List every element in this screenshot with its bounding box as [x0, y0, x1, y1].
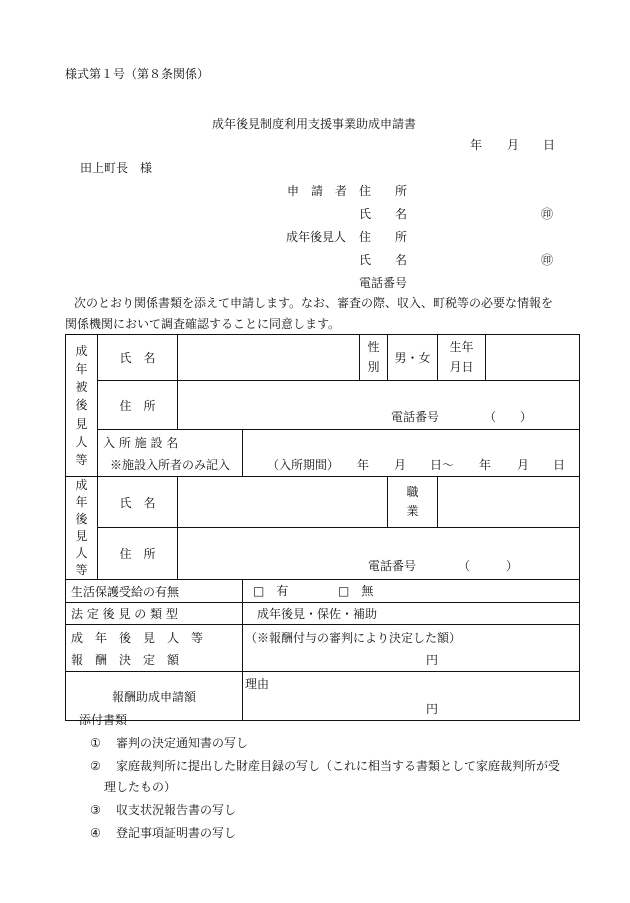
- subsidy-reason-label: 理由: [245, 677, 270, 692]
- seal-mark: ㊞: [541, 207, 554, 221]
- welfare-options[interactable]: [243, 580, 580, 603]
- fee-decided-label-2: 報 酬 決 定 額: [71, 653, 180, 668]
- attachment-2-text: 家庭裁判所に提出した財産目録の写し（これに相当する書類として家庭裁判所が受: [116, 759, 561, 773]
- applicant-label: 申 請 者: [287, 184, 348, 198]
- statement-line-2: 関係機関において調査確認することに同意します。: [65, 317, 341, 331]
- ward-phone-label: 電話番号: [391, 410, 440, 424]
- subsidy-yen: 円: [426, 702, 439, 717]
- fee-decided-label-1: 成 年 後 見 人 等: [71, 631, 204, 646]
- guardianship-type-label: 法 定 後 見 の 類 型: [66, 603, 243, 625]
- period-year-2: 年: [479, 458, 492, 472]
- subsidy-amount-field[interactable]: [243, 672, 580, 721]
- ward-address-field[interactable]: [178, 381, 580, 430]
- subsidy-amount-label: 報酬助成申請額: [66, 672, 243, 721]
- guardian-label: 成年後見人: [286, 230, 347, 244]
- period-month-2: 月: [517, 458, 530, 472]
- addressee: 田上町長 様: [80, 161, 153, 175]
- attachment-2-number: ②: [90, 759, 101, 773]
- phone-label: 電話番号: [359, 276, 408, 290]
- period-day-1: 日～: [430, 458, 455, 472]
- attachment-4-number: ④: [90, 826, 101, 840]
- sex-label: 性 別: [360, 335, 388, 381]
- date-month-label: 月: [507, 138, 520, 152]
- guardian-address-label: 住 所: [359, 230, 408, 244]
- guardian-name-label: 氏 名: [359, 253, 408, 267]
- attachment-1-text: 審判の決定通知書の写し: [116, 736, 249, 750]
- document-title: 成年後見制度利用支援事業助成申請書: [212, 117, 417, 131]
- date-year-label: 年: [470, 138, 483, 152]
- applicant-address-label: 住 所: [359, 184, 408, 198]
- occupation-label: 職 業: [388, 477, 438, 528]
- sex-options[interactable]: 男・女: [388, 335, 438, 381]
- facility-note: ※施設入所者のみ記入: [110, 458, 231, 472]
- attachment-1-number: ①: [90, 736, 101, 750]
- ward-phone-paren: （ ）: [484, 410, 533, 424]
- ward-name-label: 氏 名: [98, 335, 178, 381]
- occupation-field[interactable]: [438, 477, 580, 528]
- ward-address-label: 住 所: [98, 381, 178, 430]
- application-form-table: [65, 334, 580, 721]
- fee-decided-field[interactable]: [243, 625, 580, 672]
- date-day-label: 日: [543, 138, 556, 152]
- seal-mark-2: ㊞: [541, 253, 554, 267]
- birthdate-label: 生年 月日: [438, 335, 486, 381]
- guardian-address-field[interactable]: [178, 528, 580, 580]
- ward-name-field[interactable]: [178, 335, 360, 381]
- period-year-1: 年: [357, 458, 370, 472]
- attachment-3-text: 収支状況報告書の写し: [116, 803, 237, 817]
- guardian-name-label: 氏 名: [98, 477, 178, 528]
- guardianship-type-options[interactable]: 成年後見・保佐・補助: [243, 603, 580, 625]
- guardian-phone-label: 電話番号: [368, 558, 417, 573]
- period-day-2: 日: [553, 458, 566, 472]
- welfare-yes-checkbox[interactable]: □ 有: [253, 584, 289, 599]
- attachment-4-text: 登記事項証明書の写し: [116, 826, 237, 840]
- welfare-label: 生活保護受給の有無: [66, 580, 243, 603]
- attachment-3-number: ③: [90, 803, 101, 817]
- guardian-phone-paren: （ ）: [458, 558, 519, 573]
- period-month-1: 月: [394, 458, 407, 472]
- birthdate-field[interactable]: [486, 335, 580, 381]
- attachment-2-text-cont: 理したもの）: [104, 780, 177, 794]
- form-number: 様式第１号（第８条関係）: [65, 67, 210, 81]
- fee-decided-label-cell: [66, 625, 243, 672]
- guardian-address-label: 住 所: [98, 528, 178, 580]
- guardian-group-label: 成 年 後 見 人 等: [66, 477, 98, 580]
- attachments-heading: 添付書類: [79, 713, 128, 727]
- welfare-no-checkbox[interactable]: □ 無: [338, 584, 374, 599]
- fee-decided-note: （※報酬付与の審判により決定した額）: [245, 631, 462, 646]
- applicant-name-label: 氏 名: [359, 207, 408, 221]
- facility-label: 入 所 施 設 名: [103, 436, 179, 450]
- facility-label-cell: [98, 430, 243, 477]
- facility-period-field[interactable]: [243, 430, 580, 477]
- guardian-name-field[interactable]: [178, 477, 388, 528]
- statement-line-1: 次のとおり関係書類を添えて申請します。なお、審査の際、収入、町税等の必要な情報を: [62, 296, 554, 310]
- ward-group-label: 成 年 被 後 見 人 等: [66, 335, 98, 477]
- fee-decided-yen: 円: [426, 653, 439, 668]
- period-label: （入所期間）: [267, 458, 340, 472]
